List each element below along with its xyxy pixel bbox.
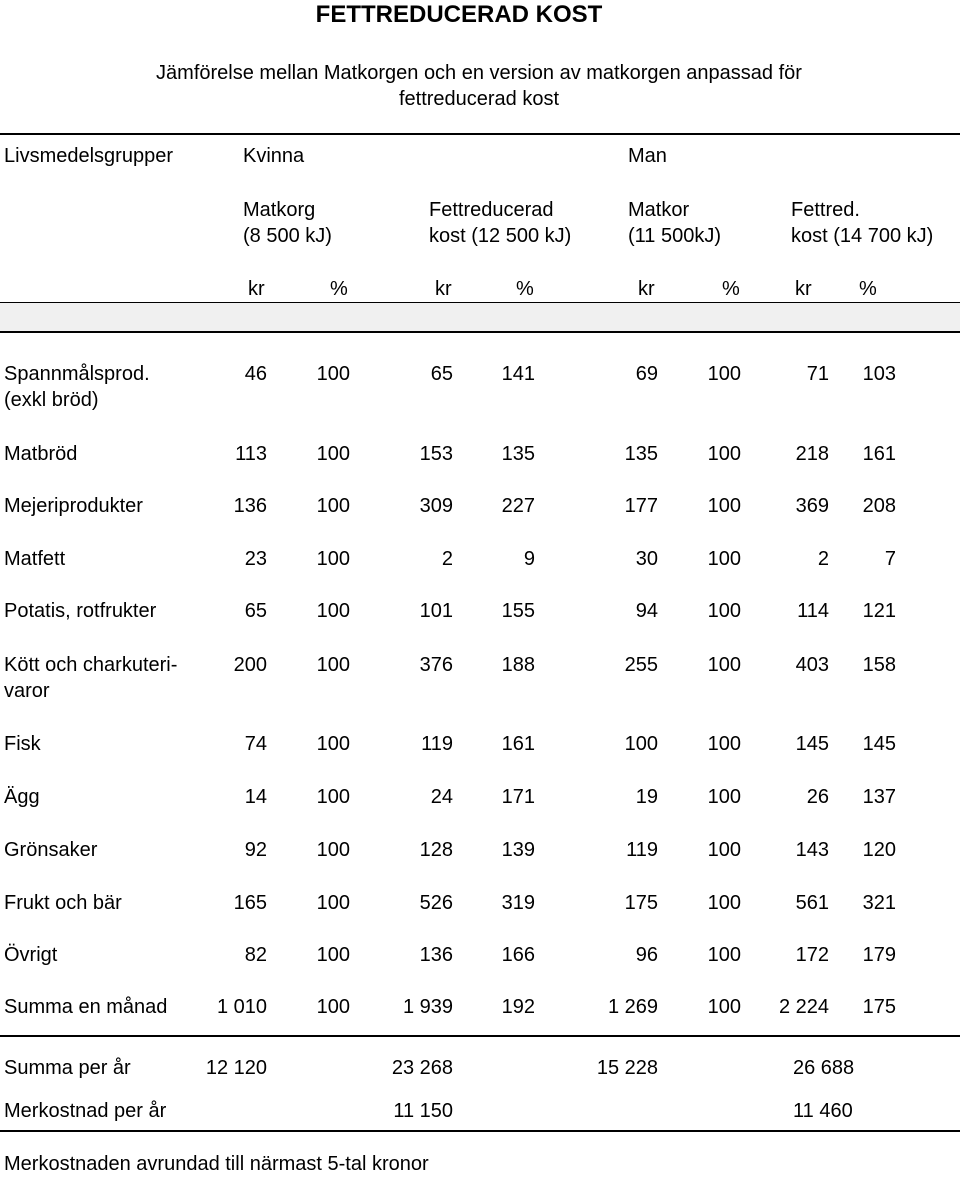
table-cell: 100 [316,733,350,755]
subtitle-line-2: fettreducerad kost [398,88,560,110]
table-cell: 92 [244,839,267,861]
table-cell: 65 [430,363,453,385]
table-cell: 121 [862,600,896,622]
table-cell: 100 [316,786,350,808]
table-cell: 23 [244,548,267,570]
row-label: Mejeriprodukter [4,495,143,517]
table-cell: 113 [235,443,267,465]
row-label: Matfett [4,548,66,570]
merkostnad-man: 11 460 [793,1100,853,1122]
table-cell: 2 [441,548,453,570]
table-cell: 155 [501,600,535,622]
table-cell: 188 [501,654,535,676]
table-cell: 145 [862,733,896,755]
table-cell: 136 [233,495,267,517]
unit-kr-3: kr [638,278,655,300]
table-cell: 100 [707,839,741,861]
row-label: Summa en månad [4,996,168,1018]
table-cell: 403 [795,654,829,676]
table-cell: 71 [806,363,829,385]
bottom-rule [0,1130,960,1132]
table-cell: 1 010 [216,996,267,1018]
table-cell: 319 [501,892,535,914]
merkostnad-kvinna: 11 150 [393,1100,453,1122]
table-cell: 1 269 [607,996,658,1018]
table-cell: 100 [316,996,350,1018]
table-cell: 100 [707,600,741,622]
table-cell: 526 [419,892,453,914]
table-cell: 145 [795,733,829,755]
table-cell: 94 [635,600,658,622]
row-label: Grönsaker [4,839,98,861]
table-cell: 100 [316,944,350,966]
summa-per-ar-kvinna-fett: 23 268 [391,1057,453,1079]
table-cell: 14 [244,786,267,808]
table-cell: 119 [421,733,453,755]
table-cell: 309 [419,495,453,517]
row-label: Ägg [4,786,40,808]
table-cell: 172 [795,944,829,966]
footnote: Merkostnaden avrundad till närmast 5-tal kronor [4,1153,429,1175]
table-cell: 101 [419,600,453,622]
table-cell: 100 [316,892,350,914]
summa-per-ar-kvinna-matkorg: 12 120 [205,1057,267,1079]
header-col4-line2: kost (14 700 kJ) [791,225,934,247]
table-cell: 100 [707,892,741,914]
table-cell: 100 [316,600,350,622]
unit-pct-1: % [330,278,348,300]
table-cell: 26 [806,786,829,808]
summa-per-ar-label: Summa per år [4,1057,131,1079]
row-label: Kött och charkuteri- [4,654,178,676]
table-cell: 175 [624,892,658,914]
table-cell: 100 [707,363,741,385]
table-cell: 100 [707,495,741,517]
header-col2-line2: kost (12 500 kJ) [429,225,572,247]
table-cell: 218 [795,443,829,465]
table-cell: 376 [419,654,453,676]
table-cell: 103 [862,363,896,385]
table-cell: 65 [244,600,267,622]
table-cell: 166 [501,944,535,966]
header-col1-line2: (8 500 kJ) [243,225,332,247]
header-col3-line2: (11 500kJ) [628,225,722,247]
table-cell: 158 [862,654,896,676]
summa-per-ar-man-fett: 26 688 [793,1057,855,1079]
header-kvinna: Kvinna [243,145,305,167]
table-cell: 1 939 [402,996,453,1018]
row-label: Fisk [4,733,41,755]
table-cell: 100 [707,996,741,1018]
table-cell: 139 [501,839,535,861]
table-cell: 114 [797,600,829,622]
unit-kr-2: kr [435,278,452,300]
top-rule [0,133,960,135]
subtitle-line-1: Jämförelse mellan Matkorgen och en version av matkorgen anpassad för [156,62,802,84]
table-cell: 2 [817,548,829,570]
unit-pct-4: % [859,278,877,300]
row-label: Övrigt [4,944,58,966]
table-cell: 100 [316,363,350,385]
table-cell: 128 [419,839,453,861]
table-cell: 24 [430,786,453,808]
table-cell: 141 [501,363,535,385]
table-cell: 161 [501,733,535,755]
table-cell: 135 [624,443,658,465]
row-label: Matbröd [4,443,78,465]
table-cell: 69 [635,363,658,385]
merkostnad-label: Merkostnad per år [4,1100,167,1122]
table-cell: 161 [862,443,896,465]
row-label-continued: varor [4,680,50,702]
table-cell: 135 [501,443,535,465]
summary-rule [0,1035,960,1037]
table-cell: 100 [707,443,741,465]
table-cell: 30 [635,548,658,570]
table-cell: 120 [862,839,896,861]
header-col2-line1: Fettreducerad [429,199,554,221]
unit-pct-2: % [516,278,534,300]
table-cell: 7 [884,548,896,570]
table-cell: 171 [501,786,535,808]
table-cell: 227 [501,495,535,517]
table-cell: 100 [707,733,741,755]
table-cell: 119 [626,839,658,861]
table-cell: 19 [635,786,658,808]
table-cell: 96 [635,944,658,966]
row-label: Frukt och bär [4,892,122,914]
table-cell: 74 [244,733,267,755]
table-cell: 179 [862,944,896,966]
table-cell: 175 [862,996,896,1018]
table-cell: 100 [707,944,741,966]
table-cell: 100 [316,654,350,676]
header-band [0,303,960,331]
table-cell: 100 [316,495,350,517]
table-cell: 100 [316,548,350,570]
table-cell: 321 [862,892,896,914]
header-group-label: Livsmedelsgrupper [4,145,173,167]
table-cell: 100 [707,548,741,570]
page-title: FETTREDUCERAD KOST [315,1,603,28]
table-cell: 137 [862,786,896,808]
row-label: Spannmålsprod. [4,363,150,385]
unit-kr-4: kr [795,278,812,300]
table-cell: 100 [316,839,350,861]
table-cell: 100 [624,733,658,755]
header-col4-line1: Fettred. [791,199,860,221]
table-cell: 2 224 [778,996,829,1018]
header-col1-line1: Matkorg [243,199,316,221]
table-cell: 100 [707,786,741,808]
unit-kr-1: kr [248,278,265,300]
table-cell: 46 [244,363,267,385]
header-col3-line1: Matkor [628,199,690,221]
table-cell: 369 [795,495,829,517]
table-cell: 255 [624,654,658,676]
table-cell: 136 [419,944,453,966]
row-label: Potatis, rotfrukter [4,600,157,622]
table-cell: 100 [316,443,350,465]
table-cell: 200 [233,654,267,676]
table-cell: 208 [862,495,896,517]
summa-per-ar-man-matkorg: 15 228 [596,1057,658,1079]
table-cell: 561 [795,892,829,914]
page-subtitle [0,60,958,112]
table-cell: 82 [244,944,267,966]
table-cell: 177 [624,495,658,517]
table-cell: 153 [419,443,453,465]
header-man: Man [628,145,667,167]
header-rule-bottom [0,331,960,333]
unit-pct-3: % [722,278,740,300]
row-label-continued: (exkl bröd) [4,389,99,411]
table-cell: 192 [501,996,535,1018]
table-cell: 100 [707,654,741,676]
table-cell: 143 [795,839,829,861]
table-cell: 165 [233,892,267,914]
table-cell: 9 [523,548,535,570]
